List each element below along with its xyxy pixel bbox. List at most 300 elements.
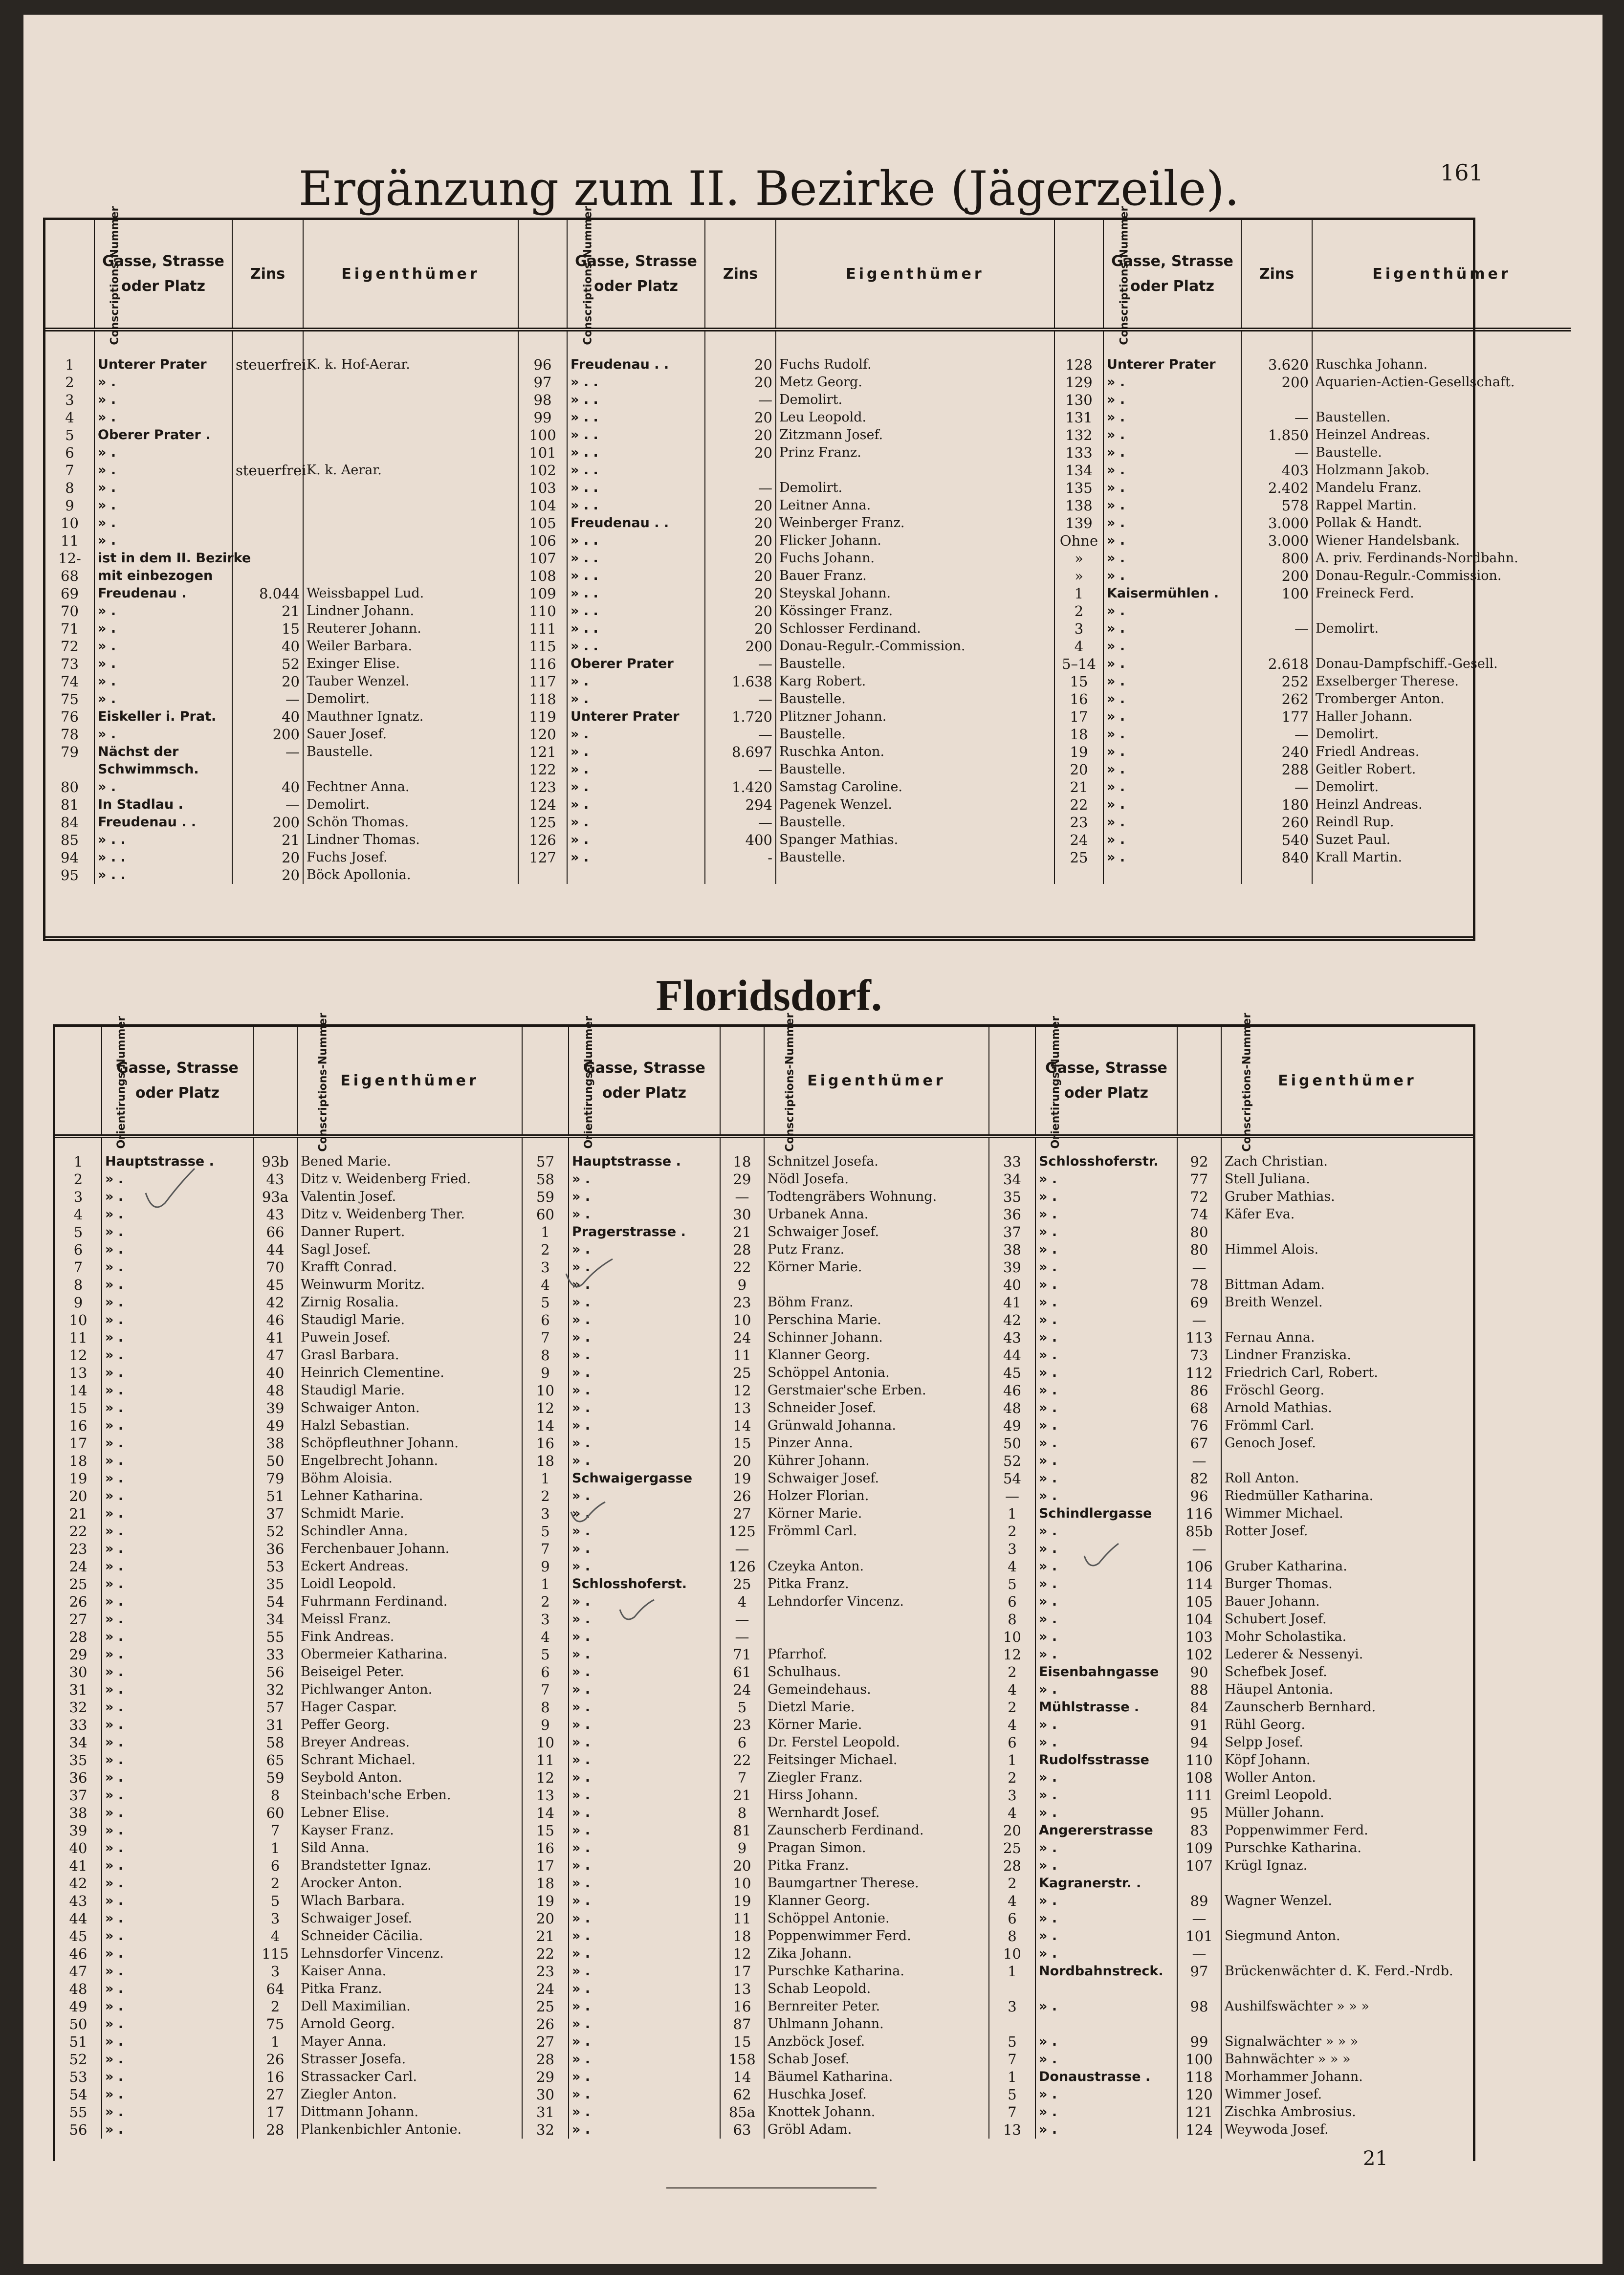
rent-value — [232, 426, 303, 444]
orientation-number: 18 — [522, 1452, 569, 1470]
owner-name: Poppenwimmer Ferd. — [764, 1927, 989, 1945]
table-row — [55, 1998, 1473, 2015]
owner-name: Donau-Dampfschiff.-Gesell. — [1316, 656, 1498, 671]
top-header-zins: Zins — [1241, 220, 1312, 330]
street-name: » . — [569, 2121, 720, 2139]
owner-name — [303, 479, 518, 497]
street-name: Angererstrasse — [1035, 1822, 1177, 1839]
street-name: » . — [102, 1382, 253, 1399]
conscription-number: 70 — [253, 1259, 297, 1276]
owner-name: Breyer Andreas. — [297, 1734, 522, 1751]
table-row — [45, 479, 1571, 497]
street-name: » . — [102, 1505, 253, 1523]
street-name: » . — [94, 726, 232, 743]
conscription-number: 98 — [518, 391, 567, 409]
rent-value: 800 — [1241, 550, 1312, 567]
conscription-number: » — [1054, 550, 1103, 567]
owner-name: Böhm Aloisia. — [297, 1470, 522, 1487]
owner-name: Schöppel Antonie. — [764, 1910, 989, 1927]
owner-name: Metz Georg. — [776, 374, 1054, 391]
street-name: » . — [102, 1276, 253, 1294]
street-name: » . — [1035, 1329, 1177, 1347]
street-name: » . — [102, 1540, 253, 1558]
street-name: » . — [1035, 1171, 1177, 1188]
owner-name: Brandstetter Ignaz. — [297, 1857, 522, 1875]
conscription-number: 3 — [1054, 620, 1103, 638]
owner-name: Mohr Scholastika. — [1225, 1629, 1347, 1644]
orientation-number: 3 — [55, 1188, 102, 1206]
conscription-number: 8 — [720, 1804, 764, 1822]
street-name: » . — [94, 602, 232, 620]
owner-name: Weiler Barbara. — [303, 638, 518, 655]
conscription-number: 107 — [1177, 1857, 1221, 1875]
street-name: » . — [569, 1751, 720, 1769]
table-row — [45, 514, 1571, 532]
conscription-number: 79 — [253, 1470, 297, 1487]
street-name: » . — [569, 1276, 720, 1294]
orientation-number: 39 — [55, 1822, 102, 1839]
conscription-number: 81 — [720, 1822, 764, 1839]
spacer-cell — [1054, 330, 1103, 356]
street-name: » . . — [567, 374, 705, 391]
conscription-number: 2 — [253, 1875, 297, 1892]
street-name: » . — [567, 778, 705, 796]
street-name: Oberer Prater . — [94, 426, 232, 444]
conscription-number: 62 — [720, 2086, 764, 2103]
conscription-number: 21 — [1054, 778, 1103, 796]
conscription-number: 139 — [1054, 514, 1103, 532]
street-name: » . — [1103, 602, 1241, 620]
owner-name: Valentin Josef. — [297, 1188, 522, 1206]
owner-name: Himmel Alois. — [1225, 1242, 1319, 1257]
street-name: » . — [1035, 1839, 1177, 1857]
conscription-number: 9 — [45, 497, 94, 514]
rent-value — [1241, 391, 1312, 409]
table-row — [55, 1839, 1473, 1857]
owner-name: Mayer Anna. — [297, 2033, 522, 2051]
owner-name: Brückenwächter d. K. Ferd.-Nrdb. — [1225, 1964, 1453, 1979]
orientation-number: 13 — [55, 1364, 102, 1382]
owner-name: Sild Anna. — [297, 1839, 522, 1857]
street-name: » . — [1103, 620, 1241, 638]
orientation-number: 13 — [522, 1787, 569, 1804]
conscription-number: 25 — [720, 1364, 764, 1382]
table-row — [55, 1575, 1473, 1593]
owner-name: A. priv. Ferdinands-Nordbahn. — [1316, 551, 1518, 566]
conscription-number: 117 — [518, 673, 567, 690]
conscription-number: 16 — [253, 2068, 297, 2086]
table-row — [45, 743, 1571, 761]
owner-name — [1221, 2015, 1473, 2033]
orientation-number — [989, 2015, 1035, 2033]
street-name: » . — [102, 1347, 253, 1364]
street-name: » . . — [567, 532, 705, 550]
street-name: » . — [1103, 638, 1241, 655]
street-name: » . — [1035, 2086, 1177, 2103]
street-name: » . — [94, 409, 232, 426]
street-name: » . — [569, 1311, 720, 1329]
orientation-number: 15 — [55, 1399, 102, 1417]
rent-value: 21 — [232, 602, 303, 620]
conscription-number: 51 — [253, 1487, 297, 1505]
street-name: » . — [102, 1681, 253, 1699]
street-name: » . — [569, 1558, 720, 1575]
conscription-number: 101 — [518, 444, 567, 462]
owner-name — [1312, 866, 1571, 884]
rent-value: 20 — [705, 514, 776, 532]
street-name: » . — [1103, 426, 1241, 444]
conscription-number: 103 — [1177, 1628, 1221, 1646]
rent-value: 180 — [1241, 796, 1312, 814]
owner-name: Zaunscherb Ferdinand. — [764, 1822, 989, 1839]
conscription-number: 15 — [720, 1435, 764, 1452]
table-row — [55, 1171, 1473, 1188]
street-name: » . . — [567, 426, 705, 444]
bottom-header-owner: Eigenthümer — [297, 1027, 522, 1136]
rent-value: 1.720 — [705, 708, 776, 726]
orientation-number: 38 — [55, 1804, 102, 1822]
owner-name: Aushilfswächter » » » — [1225, 1999, 1370, 2014]
rent-value: — — [705, 655, 776, 673]
table-row — [55, 1329, 1473, 1347]
street-name: » . — [102, 2068, 253, 2086]
orientation-number: 22 — [55, 1523, 102, 1540]
conscription-number: 60 — [253, 1804, 297, 1822]
owner-name: Holzmann Jakob. — [1316, 463, 1430, 478]
street-name: Nordbahnstreck. — [1035, 1963, 1177, 1980]
conscription-number: 134 — [1054, 462, 1103, 479]
owner-name: Mandelu Franz. — [1316, 480, 1422, 495]
owner-name: Pfarrhof. — [764, 1646, 989, 1663]
conscription-number: 126 — [720, 1558, 764, 1575]
orientation-number: 14 — [522, 1804, 569, 1822]
street-name: » . — [569, 1927, 720, 1945]
owner-name: Demolirt. — [1316, 779, 1379, 795]
street-name: » . — [94, 673, 232, 690]
owner-name: Baustelle. — [303, 743, 518, 761]
owner-name: Meissl Franz. — [297, 1611, 522, 1628]
street-name: » . — [1103, 743, 1241, 761]
street-name: Nächst der — [94, 743, 232, 761]
table-row — [55, 1910, 1473, 1927]
table-row — [45, 814, 1571, 831]
rent-value: — — [1241, 778, 1312, 796]
street-name: Rudolfsstrasse — [1035, 1751, 1177, 1769]
top-table — [45, 206, 1571, 884]
orientation-number: 12 — [522, 1769, 569, 1787]
orientation-number: 46 — [989, 1382, 1035, 1399]
street-name: » . — [569, 1487, 720, 1505]
conscription-number: 10 — [720, 1311, 764, 1329]
orientation-number: 40 — [989, 1276, 1035, 1294]
conscription-number: 111 — [1177, 1787, 1221, 1804]
rent-value: 3.000 — [1241, 532, 1312, 550]
street-name: Schlosshoferst. — [569, 1575, 720, 1593]
bottom-header-owner: Eigenthümer — [1278, 1072, 1417, 1089]
owner-name: Arnold Mathias. — [1225, 1400, 1332, 1415]
orientation-number: 18 — [522, 1875, 569, 1892]
orientation-number: 59 — [522, 1188, 569, 1206]
rent-value — [1241, 638, 1312, 655]
rent-value: — — [705, 726, 776, 743]
rent-value — [705, 866, 776, 884]
street-name: » . — [1103, 814, 1241, 831]
owner-name: K. k. Aerar. — [303, 462, 518, 479]
table-row — [55, 1927, 1473, 1945]
rent-value: 200 — [232, 814, 303, 831]
conscription-number: 96 — [1177, 1487, 1221, 1505]
street-name: » . — [1035, 1487, 1177, 1505]
orientation-number: 3 — [522, 1505, 569, 1523]
table-row — [55, 1769, 1473, 1787]
owner-name: Klanner Georg. — [764, 1892, 989, 1910]
street-name: » . — [569, 1382, 720, 1399]
owner-name: Tromberger Anton. — [1316, 691, 1445, 707]
orientation-number: 16 — [522, 1435, 569, 1452]
conscription-number: 48 — [253, 1382, 297, 1399]
street-name: » . — [102, 2033, 253, 2051]
conscription-number: 15 — [1054, 673, 1103, 690]
orientation-number: 49 — [989, 1417, 1035, 1435]
owner-name — [1312, 391, 1571, 409]
bottom-header-street: Gasse, Strasse oder Platz — [569, 1027, 720, 1136]
orientation-number: 27 — [522, 2033, 569, 2051]
rent-value — [232, 409, 303, 426]
orientation-number: 51 — [55, 2033, 102, 2051]
street-name: Freudenau . . — [94, 814, 232, 831]
table-row — [55, 2051, 1473, 2068]
street-name: » . . — [567, 479, 705, 497]
conscription-number: — — [720, 1611, 764, 1628]
conscription-number: 129 — [1054, 374, 1103, 391]
orientation-number: 6 — [522, 1663, 569, 1681]
orientation-number: 8 — [989, 1927, 1035, 1945]
conscription-number: 1 — [253, 2033, 297, 2051]
orientation-number: 10 — [989, 1945, 1035, 1963]
table-row — [45, 673, 1571, 690]
owner-name — [303, 761, 518, 778]
conscription-number: 1 — [1054, 585, 1103, 602]
owner-name: Czeyka Anton. — [764, 1558, 989, 1575]
page-number: 161 — [1440, 159, 1483, 186]
conscription-number: 71 — [720, 1646, 764, 1663]
conscription-number: 100 — [1177, 2051, 1221, 2068]
orientation-number: 31 — [55, 1681, 102, 1699]
conscription-number: 8 — [45, 479, 94, 497]
street-name: » . — [102, 1963, 253, 1980]
table-row — [55, 1153, 1473, 1171]
bottom-header-conscr-label: Conscriptions-Nummer — [1241, 1013, 1253, 1152]
street-name: Kagranerstr. . — [1035, 1875, 1177, 1892]
conscription-number: » — [1054, 567, 1103, 585]
street-name: » . — [1103, 462, 1241, 479]
conscription-number: 102 — [518, 462, 567, 479]
owner-name: Kössinger Franz. — [776, 602, 1054, 620]
spacer-row — [55, 1136, 1473, 1153]
street-name: » . — [569, 1188, 720, 1206]
conscription-number: 91 — [1177, 1716, 1221, 1734]
bottom-header-orient-label: Orientirungs-Nummer — [115, 1016, 128, 1149]
conscription-number: 110 — [1177, 1751, 1221, 1769]
owner-name: Seybold Anton. — [297, 1769, 522, 1787]
street-name: » . . — [567, 602, 705, 620]
orientation-number: 33 — [55, 1716, 102, 1734]
table-row — [45, 726, 1571, 743]
street-name: » . — [569, 1822, 720, 1839]
orientation-number: 28 — [55, 1628, 102, 1646]
owner-name: Wiener Handelsbank. — [1316, 533, 1460, 548]
table-row — [55, 1646, 1473, 1663]
street-name: » . — [102, 1558, 253, 1575]
street-name: » . — [1035, 1188, 1177, 1206]
conscription-number — [1177, 1875, 1221, 1892]
conscription-number: 23 — [1054, 814, 1103, 831]
conscription-number: 112 — [1177, 1364, 1221, 1382]
owner-name: Baumgartner Therese. — [764, 1875, 989, 1892]
street-name: » . — [569, 1452, 720, 1470]
document-page — [23, 15, 1602, 2264]
conscription-number: 46 — [253, 1311, 297, 1329]
street-name: » . — [102, 1523, 253, 1540]
conscription-number: 43 — [253, 1206, 297, 1223]
street-name: » . — [569, 1910, 720, 1927]
conscription-number: 126 — [518, 831, 567, 849]
orientation-number: 5 — [989, 1575, 1035, 1593]
street-name — [1035, 1980, 1177, 1998]
conscription-number: 24 — [1054, 831, 1103, 849]
owner-name: Wlach Barbara. — [297, 1892, 522, 1910]
rent-value: 52 — [232, 655, 303, 673]
street-name: » . — [94, 655, 232, 673]
owner-name: Lebner Elise. — [297, 1804, 522, 1822]
owner-name: Hager Caspar. — [297, 1699, 522, 1716]
table-row — [55, 1628, 1473, 1646]
conscription-number: 68 — [45, 567, 94, 585]
owner-name — [303, 444, 518, 462]
street-name: » . — [569, 1611, 720, 1628]
owner-name: Baustelle. — [1316, 445, 1382, 460]
street-name: » . — [569, 1171, 720, 1188]
conscription-number: 95 — [1177, 1804, 1221, 1822]
conscription-number: 25 — [720, 1575, 764, 1593]
table-row — [45, 866, 1571, 884]
owner-name: Schab Josef. — [764, 2051, 989, 2068]
conscription-number: 118 — [518, 690, 567, 708]
owner-name: Pitka Franz. — [764, 1857, 989, 1875]
bottom-header-orient — [522, 1016, 595, 1149]
street-name: » . — [569, 1699, 720, 1716]
owner-name: Roll Anton. — [1225, 1471, 1299, 1486]
top-header-street: Gasse, Strasse oder Platz — [567, 220, 705, 330]
orientation-number: 24 — [522, 1980, 569, 1998]
table-row — [45, 849, 1571, 866]
street-name: » . — [1103, 831, 1241, 849]
street-name: » . . — [94, 849, 232, 866]
street-name: » . — [1035, 1769, 1177, 1787]
spacer-cell — [1241, 330, 1312, 356]
rent-value: 260 — [1241, 814, 1312, 831]
orientation-number: 9 — [522, 1716, 569, 1734]
conscription-number: 39 — [253, 1399, 297, 1417]
street-name: » . — [102, 1575, 253, 1593]
conscription-number: — — [720, 1188, 764, 1206]
bottom-header-orient-label: Orientirungs-Nummer — [583, 1016, 595, 1149]
conscription-number: 92 — [1177, 1153, 1221, 1171]
street-name: » . — [94, 620, 232, 638]
rent-value: — — [232, 690, 303, 708]
top-header-zins: Zins — [232, 220, 303, 330]
orientation-number: 43 — [989, 1329, 1035, 1347]
conscription-number: 107 — [518, 550, 567, 567]
conscription-number: 88 — [1177, 1681, 1221, 1699]
street-name: Unterer Prater — [1103, 356, 1241, 374]
street-name: Pragerstrasse . — [569, 1223, 720, 1241]
conscription-number: 31 — [253, 1716, 297, 1734]
street-name: » . — [569, 1663, 720, 1681]
street-name: » . — [94, 462, 232, 479]
street-name: » . — [569, 2068, 720, 2086]
table-row — [55, 1523, 1473, 1540]
conscription-number: 3 — [253, 1963, 297, 1980]
orientation-number: 42 — [55, 1875, 102, 1892]
street-name: » . — [569, 1804, 720, 1822]
rent-value: 262 — [1241, 690, 1312, 708]
street-name: » . — [1035, 1452, 1177, 1470]
orientation-number: 33 — [989, 1153, 1035, 1171]
rent-value: 1.850 — [1241, 426, 1312, 444]
owner-name: Dittmann Johann. — [297, 2103, 522, 2121]
orientation-number: 5 — [989, 2033, 1035, 2051]
conscription-number: 75 — [45, 690, 94, 708]
orientation-number: 44 — [989, 1347, 1035, 1364]
conscription-number: 106 — [1177, 1558, 1221, 1575]
owner-name: Weissbappel Lud. — [303, 585, 518, 602]
street-name: » . — [567, 726, 705, 743]
conscription-number: 24 — [720, 1681, 764, 1699]
owner-name: Fink Andreas. — [297, 1628, 522, 1646]
conscription-number: 79 — [45, 743, 94, 761]
rent-value: 20 — [705, 356, 776, 374]
table-row — [55, 1945, 1473, 1963]
street-name: » . — [1035, 1223, 1177, 1241]
orientation-number: 52 — [55, 2051, 102, 2068]
street-name: » . — [102, 1822, 253, 1839]
owner-name: Steyskal Johann. — [776, 585, 1054, 602]
conscription-number: 125 — [518, 814, 567, 831]
footer-rule — [666, 2187, 877, 2188]
street-name: Hauptstrasse . — [102, 1153, 253, 1171]
owner-name: Zaunscherb Bernhard. — [1225, 1700, 1376, 1715]
spacer-cell — [1177, 1136, 1221, 1153]
street-name: » . — [102, 1188, 253, 1206]
rent-value: - — [705, 849, 776, 866]
street-name: Unterer Prater — [94, 356, 232, 374]
street-name: » . — [1035, 1540, 1177, 1558]
conscription-number: 40 — [253, 1364, 297, 1382]
orientation-number: 55 — [55, 2103, 102, 2121]
orientation-number: 22 — [522, 1945, 569, 1963]
street-name: » . — [94, 444, 232, 462]
conscription-number: 4 — [1054, 638, 1103, 655]
conscription-number — [45, 761, 94, 778]
orientation-number: 7 — [989, 2103, 1035, 2121]
owner-name: Baustelle. — [776, 814, 1054, 831]
owner-name: Kührer Johann. — [764, 1452, 989, 1470]
conscription-number: 23 — [720, 1716, 764, 1734]
conscription-number: 70 — [45, 602, 94, 620]
street-name: » . — [102, 1311, 253, 1329]
street-name: » . — [1035, 1347, 1177, 1364]
